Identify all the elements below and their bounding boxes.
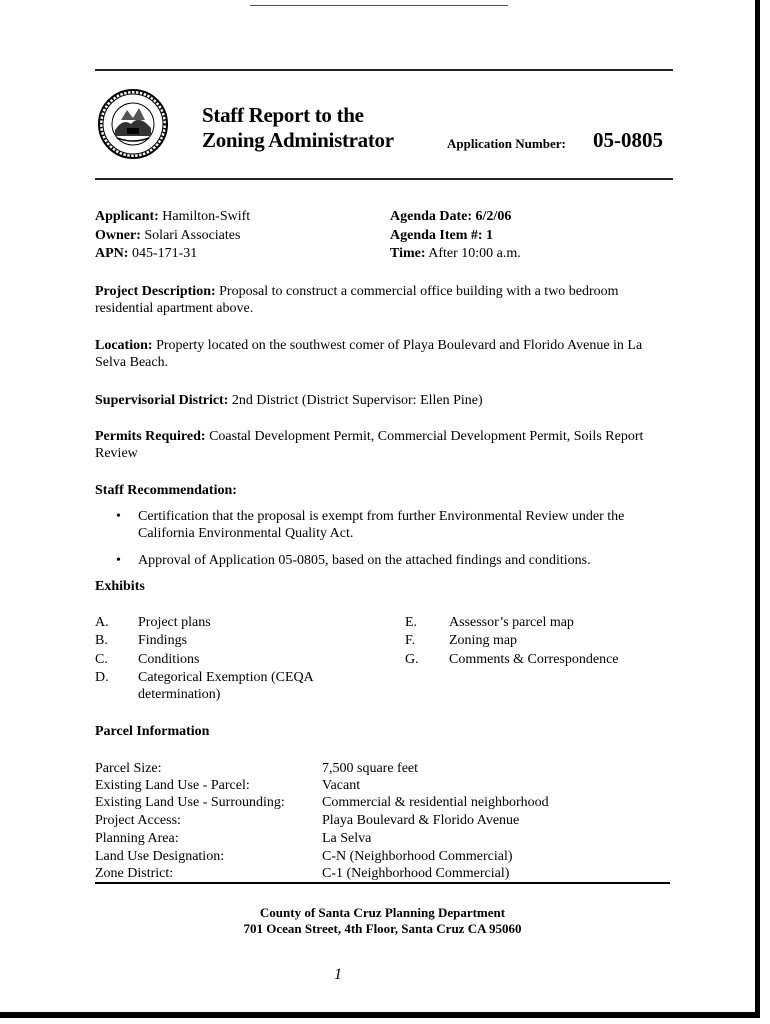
owner-label: Owner: — [95, 228, 141, 243]
title-line-2: Zoning Administrator — [202, 128, 394, 152]
permits-required-label: Permits Required: — [95, 429, 206, 444]
staff-recommendation-heading-text: Staff Recommendation: — [95, 483, 237, 498]
parcel-row-label: Land Use Designation: — [95, 849, 225, 864]
footer-line-1: County of Santa Cruz Planning Department — [259, 905, 506, 920]
parcel-row-value: La Selva — [322, 831, 372, 846]
footer-line-2: 701 Ocean Street, 4th Floor, Santa Cruz CA 95060 — [243, 921, 522, 936]
exhibit-letter: A. — [95, 615, 109, 630]
project-description-text: Proposal to construct a commercial office building with a two bedroom residential apartment above. — [95, 284, 619, 316]
top-short-rule — [250, 5, 508, 6]
parcel-row-value: Playa Boulevard & Florido Avenue — [322, 813, 520, 828]
exhibit-letter: D. — [95, 670, 109, 685]
application-number: 05-0805 — [593, 128, 663, 152]
supervisorial-district-text: 2nd District (District Supervisor: Ellen Pine) — [231, 393, 483, 408]
page-bottom-border — [0, 1012, 760, 1018]
permits-required-text: Coastal Development Permit, Commercial Development Permit, Soils Report Review — [95, 429, 644, 461]
parcel-row-label: Parcel Size: — [95, 761, 162, 776]
exhibit-item: Categorical Exemption (CEQA determination) — [138, 670, 313, 702]
agenda-item-label: Agenda Item #: — [390, 228, 483, 243]
apn-label: APN: — [95, 246, 129, 261]
exhibit-item: Conditions — [138, 652, 200, 667]
location-text: Property located on the southwest comer of Playa Boulevard and Florido Avenue in La Selva Beach. — [95, 338, 643, 370]
time-label: Time: — [390, 246, 426, 261]
parcel-row-value: C-1 (Neighborhood Commercial) — [322, 866, 510, 881]
agenda-date-label: Agenda Date: — [390, 209, 473, 224]
parcel-row-label: Existing Land Use - Parcel: — [95, 778, 250, 793]
meta-apn — [95, 245, 197, 262]
applicant-value: Hamilton-Swift — [162, 209, 251, 224]
parcel-row-value: Commercial & residential neighborhood — [322, 795, 549, 810]
bullet-icon: • — [116, 553, 121, 568]
exhibit-item: Comments & Correspondence — [449, 652, 619, 667]
recommendation-item-1: Certification that the proposal is exempt from further Environmental Review under the California Environmental Quality Act. — [138, 509, 625, 541]
supervisorial-district-label: Supervisorial District: — [95, 393, 229, 408]
exhibit-letter: C. — [95, 652, 108, 667]
location-label: Location: — [95, 338, 153, 353]
exhibit-letter: G. — [405, 652, 419, 667]
exhibit-letter: E. — [405, 615, 418, 630]
exhibits-heading — [95, 578, 670, 595]
exhibit-item: Findings — [138, 633, 188, 648]
meta-agenda-date — [390, 208, 511, 225]
page-number: 1 — [334, 966, 342, 983]
header-bottom-rule — [95, 178, 673, 180]
title-line-1: Staff Report to the — [202, 103, 364, 127]
parcel-information-heading-text: Parcel Information — [95, 724, 210, 739]
parcel-row-label: Project Access: — [95, 813, 181, 828]
exhibits-heading-text: Exhibits — [95, 579, 145, 594]
exhibit-item: Project plans — [138, 615, 211, 630]
time-value: After 10:00 a.m. — [428, 246, 521, 261]
header-top-rule — [95, 69, 673, 71]
meta-agenda-item — [390, 227, 493, 244]
report-title — [202, 103, 394, 153]
supervisorial-district — [95, 392, 670, 409]
apn-value: 045-171-31 — [131, 246, 198, 261]
application-number-label: Application Number: — [447, 136, 566, 151]
permits-required — [95, 428, 670, 462]
project-description — [95, 283, 670, 317]
location — [95, 337, 670, 371]
bullet-icon: • — [116, 509, 121, 524]
meta-owner — [95, 227, 240, 244]
parcel-table-bottom-rule — [95, 882, 670, 884]
exhibit-item: Zoning map — [449, 633, 518, 648]
exhibit-letter: B. — [95, 633, 108, 648]
applicant-label: Applicant: — [95, 209, 159, 224]
parcel-row-label: Zone District: — [95, 866, 174, 881]
county-seal-icon — [97, 88, 169, 160]
parcel-row-label: Planning Area: — [95, 831, 179, 846]
exhibit-letter: F. — [405, 633, 416, 648]
meta-applicant — [95, 208, 250, 225]
agenda-date-value: 6/2/06 — [475, 209, 512, 224]
owner-value: Solari Associates — [144, 228, 241, 243]
project-description-label: Project Description: — [95, 284, 216, 299]
exhibit-item: Assessor’s parcel map — [449, 615, 574, 630]
parcel-row-value: C-N (Neighborhood Commercial) — [322, 849, 513, 864]
parcel-row-value: Vacant — [322, 778, 361, 793]
parcel-row-value: 7,500 square feet — [322, 761, 419, 776]
parcel-information-heading — [95, 723, 670, 740]
page-right-border — [755, 0, 760, 1018]
recommendation-item-2: Approval of Application 05-0805, based on the attached findings and conditions. — [138, 553, 591, 568]
meta-time — [390, 245, 521, 262]
parcel-row-label: Existing Land Use - Surrounding: — [95, 795, 285, 810]
agenda-item-value: 1 — [486, 228, 494, 243]
staff-recommendation-heading — [95, 482, 670, 499]
